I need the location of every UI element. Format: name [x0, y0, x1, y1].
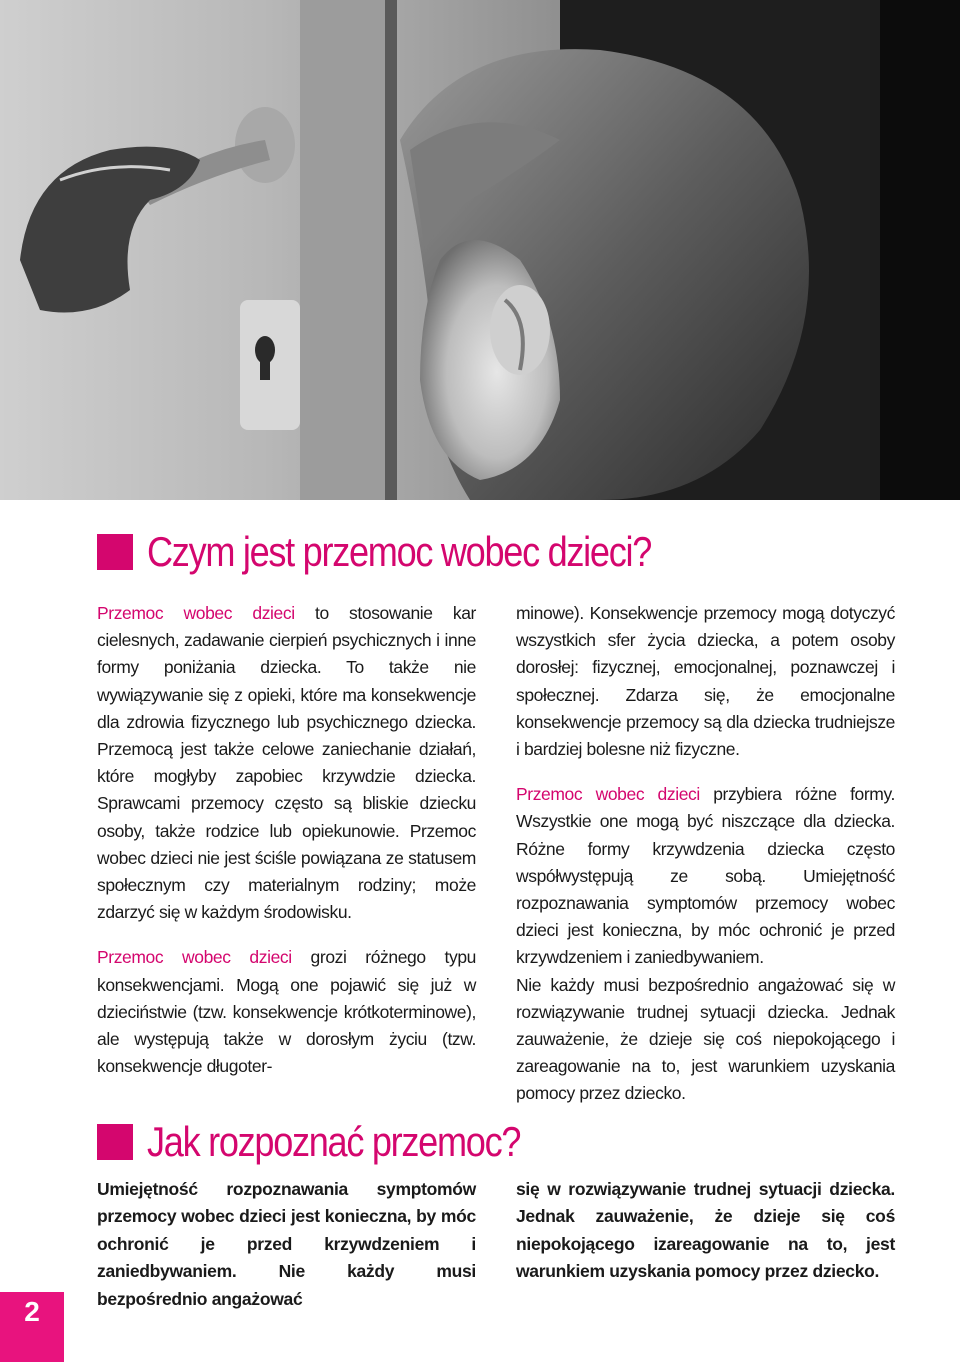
- paragraph-reaction: Nie każdy musi bezpośrednio angażować się w rozwiązywanie trudnej sytuacji dziecka. Jednak zauważenie, że dzieje się coś niepokojącego i zareagowanie na to, jest warunkiem uzyskania pomocy przez dziecko.: [516, 974, 895, 1104]
- bold-right-column: się w rozwiązywanie trudnej sytuacji dziecka. Jednak zauważenie, że dzieje się coś niepokojącego izareagowanie na to, jest warunkiem uzyskania pomocy przez dziecko.: [516, 1179, 895, 1282]
- paragraph-text: przybiera różne formy. Wszystkie one mogą być niszczące dla dziecka. Różne formy krzywdzenia dziecka często współwystępują ze sobą. Umiejętność rozpoznawania symptomów przemocy wobec dzieci jest konieczna, by móc ochronić je przed krzywdzeniem i zaniedbywaniem.: [516, 784, 895, 968]
- photo-child-at-door-icon: [0, 0, 960, 500]
- left-column: [97, 600, 476, 1080]
- heading-text: Jak rozpoznać przemoc?: [147, 1118, 521, 1165]
- heading-square-icon: [97, 534, 133, 570]
- page-number: 2: [0, 1292, 64, 1362]
- paragraph-consequences: [97, 944, 476, 1080]
- header-photo: [0, 0, 960, 500]
- section-heading-what-is-violence: [97, 528, 733, 576]
- highlight-term: Przemoc wobec dzieci: [97, 947, 292, 968]
- highlight-term: Przemoc wobec dzieci: [516, 784, 700, 805]
- heading-square-icon: [97, 1124, 133, 1160]
- paragraph-text: grozi różnego typu konsekwencjami. Mogą one pojawić się już w dzieciństwie (tzw. konsekwencje krótkoterminowe), ale występują także w dorosłym życiu (tzw. konsekwencje długoter-: [97, 947, 476, 1077]
- paragraph-forms: [516, 781, 895, 971]
- paragraph-definition: [97, 600, 476, 926]
- paragraph-consequences-cont: minowe). Konsekwencje przemocy mogą dotyczyć wszystkich sfer życia dziecka, a potem osoby dorosłej: fizycznej, emocjonalnej, poznawczej i społecznej. Zdarza się, że emocjonalne konsekwencje przemocy są dla dziecka trudniejsze i bardziej bolesne niż fizyczne.: [516, 603, 895, 760]
- heading-text: Czym jest przemoc wobec dzieci?: [147, 528, 652, 575]
- section-heading-how-to-recognize: [97, 1118, 581, 1166]
- right-column: [516, 600, 895, 1108]
- bold-left-column: Umiejętność rozpoznawania symptomów przemocy wobec dzieci jest konieczna, by móc ochronić je przed krzywdzeniem i zaniedbywaniem. Nie każdy musi bezpośrednio angażować: [97, 1179, 476, 1309]
- paragraph-text: to stosowanie kar cielesnych, zadawanie cierpień psychicznych i inne formy poniżania dziecka. To także nie wywiązywanie się z opieki, które ma konsekwencje dla zdrowia fizycznego lub psychicznego dziecka. Przemocą jest także celowe zaniechanie działań, które mogłyby zapobiec krzywdzie dziecka. Sprawcami przemocy często są bliskie dziecku osoby, także rodzice lub opiekunowie. Przemoc wobec dzieci nie jest ściśle powiązana ze statusem społecznym czy materialnym rodziny; może zdarzyć się w każdym środowisku.: [97, 603, 476, 923]
- highlight-term: Przemoc wobec dzieci: [97, 603, 295, 623]
